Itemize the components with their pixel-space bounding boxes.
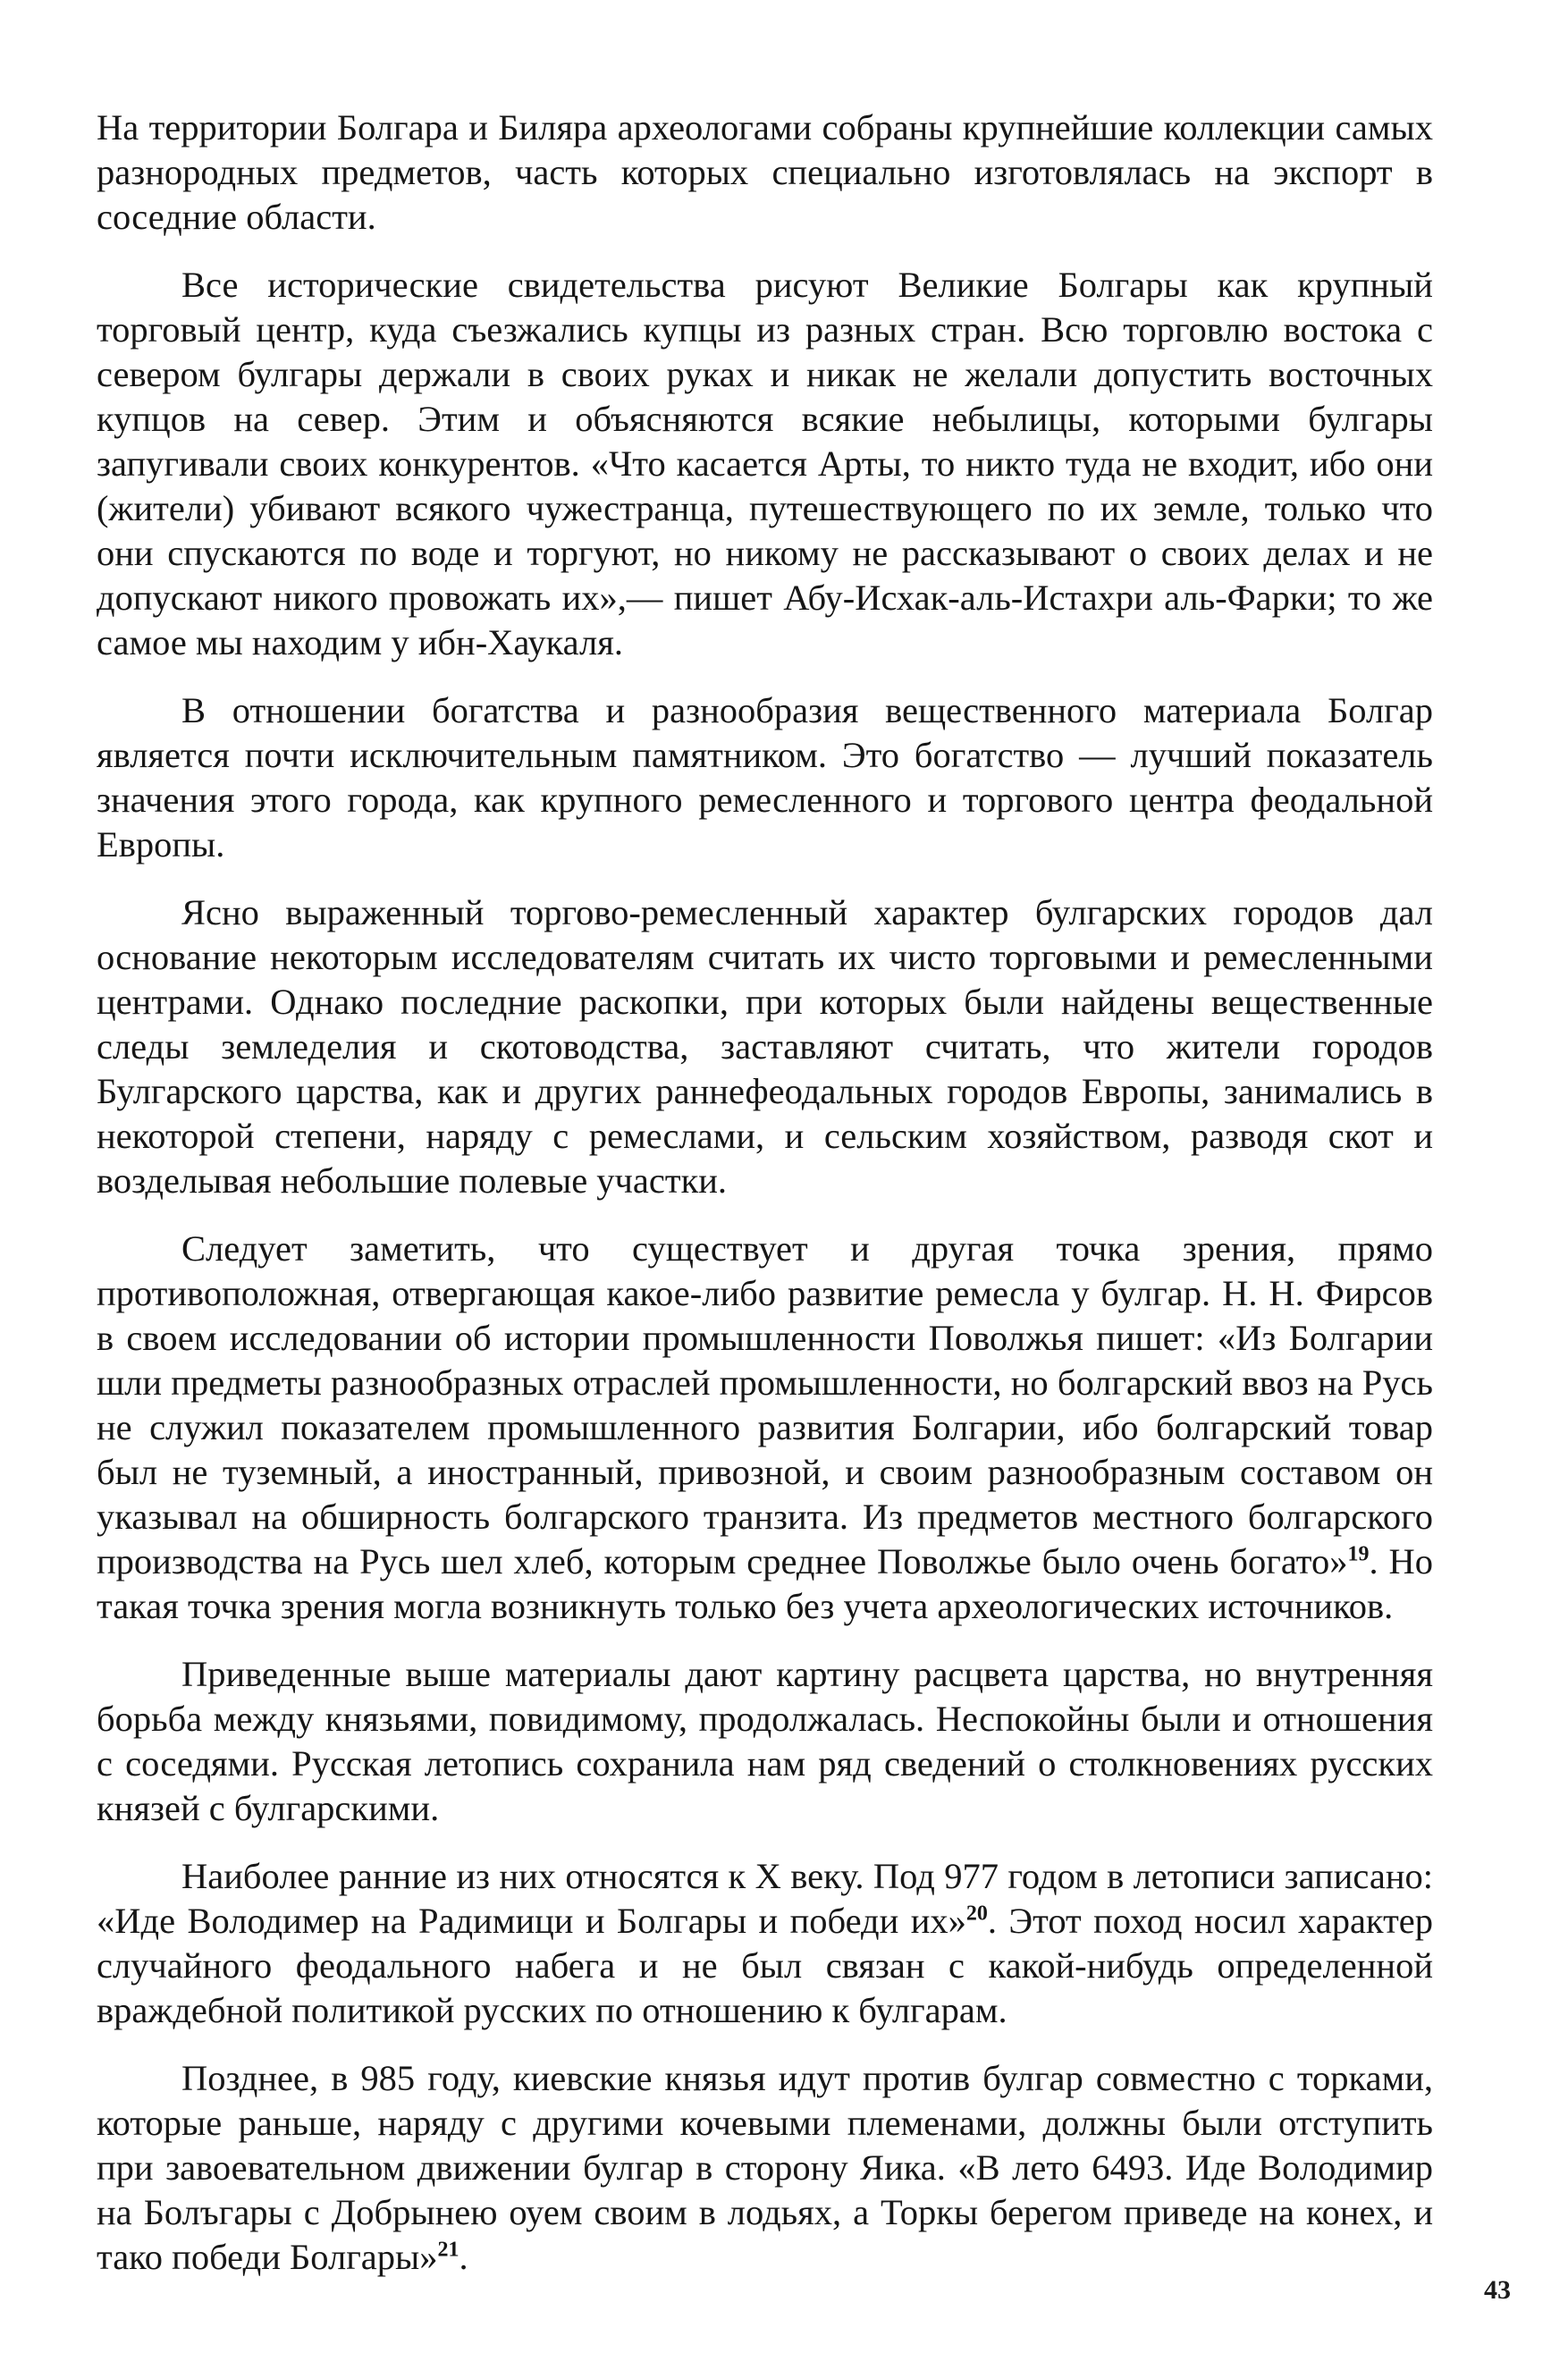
paragraph-7-tail: . Этот поход носил характер случайного феодального набега и не был связан с какой-нибудь определенной враждебной политикой русских по отношению к булгарам. <box>97 1901 1433 2030</box>
paragraph-8-text: Позднее, в 985 году, киевские князья идут против булгар совместно с торками, которые раньше, наряду с другими кочевыми племенами, должны были отступить при завоевательном движении булгар в сторону Яика. «В лето 6493. Иде Володимир на Болъгары с Добрынею оуем своим в лодьях, а Торкы берегом приведе на конех, и тако победи Болгары» <box>97 2058 1433 2277</box>
footnote-marker-19: 19 <box>1347 1542 1370 1566</box>
paragraph-2-text: Все исторические свидетельства рисуют Великие Болгары как крупный торговый центр, куда съезжались купцы из разных стран. Всю торговлю востока с севером булгары держали в своих руках и никак не желали допустить восточных купцов на север. Этим и объясняются всякие небылицы, которыми булгары запугивали своих конкурентов. «Что касается Арты, то никто туда не входит, ибо они (жители) убивают всякого чужестранца, путешествующего по их земле, только что они спускаются по воде и торгуют, но никому не рассказывают о своих делах и не допускают никого провожать их»,— пишет Абу-Исхак-аль-Истахри аль-Фарки; то же самое мы находим у ибн-Хаукаля. <box>97 265 1433 662</box>
paragraph-1 <box>97 105 1433 240</box>
paragraph-7-text: Наиболее ранние из них относятся к X веку. Под 977 годом в летописи записано: «Иде Володимер на Радимици и Болгары и победи их» <box>97 1856 1433 1941</box>
paragraph-8-tail: . <box>459 2237 468 2277</box>
page-body <box>97 105 1433 2278</box>
paragraph-1-text: На территории Болгара и Биляра археологами собраны крупнейшие коллекции самых разнородных предметов, часть которых специально изготовлялась на экспорт в соседние области. <box>97 107 1433 237</box>
paragraph-3-text: В отношении богатства и разнообразия вещественного материала Болгар является почти исключительным памятником. Это богатство — лучший показатель значения этого города, как крупного ремесленного и торгового центра феодальной Европы. <box>97 690 1433 865</box>
paragraph-5-tail: . Но такая точка зрения могла возникнуть только без учета археологических источников. <box>97 1541 1434 1626</box>
paragraph-6-text: Приведенные выше материалы дают картину расцвета царства, но внутренняя борьба между князьями, повидимому, продолжалась. Неспокойны были и отношения с соседями. Русская летопись сохранила нам ряд сведений о столкновениях русских князей с булгарскими. <box>97 1654 1433 1828</box>
paragraph-5-text: Следует заметить, что существует и другая точка зрения, прямо противоположная, отвергающая какое-либо развитие ремесла у булгар. Н. Н. Фирсов в своем исследовании об истории промышленности Поволжья пишет: «Из Болгарии шли предметы разнообразных отраслей промышленности, но болгарский ввоз на Русь не служил показателем промышленного развития Болгарии, ибо болгарский товар был не туземный, а иностранный, привозной, и своим разнообразным составом он указывал на обширность болгарского транзита. Из предметов местного болгарского производства на Русь шел хлеб, которым среднее Поволжье было очень богато» <box>97 1228 1433 1581</box>
footnote-marker-20: 20 <box>965 1902 988 1926</box>
paragraph-3 <box>97 688 1433 867</box>
page-number: 43 <box>1484 2275 1511 2305</box>
paragraph-5 <box>97 1227 1433 1629</box>
paragraph-4 <box>97 890 1433 1203</box>
paragraph-7 <box>97 1854 1433 2033</box>
footnote-marker-21: 21 <box>437 2238 459 2262</box>
paragraph-4-text: Ясно выраженный торгово-ремесленный характер булгарских городов дал основание некоторым исследователям считать их чисто торговыми и ремесленными центрами. Однако последние раскопки, при которых были найдены вещественные следы земледелия и скотоводства, заставляют считать, что жители городов Булгарского царства, как и других раннефеодальных городов Европы, занимались в некоторой степени, наряду с ремеслами, и сельским хозяйством, разводя скот и возделывая небольшие полевые участки. <box>97 892 1433 1201</box>
paragraph-6 <box>97 1652 1433 1831</box>
paragraph-8 <box>97 2056 1433 2280</box>
paragraph-2 <box>97 263 1433 665</box>
